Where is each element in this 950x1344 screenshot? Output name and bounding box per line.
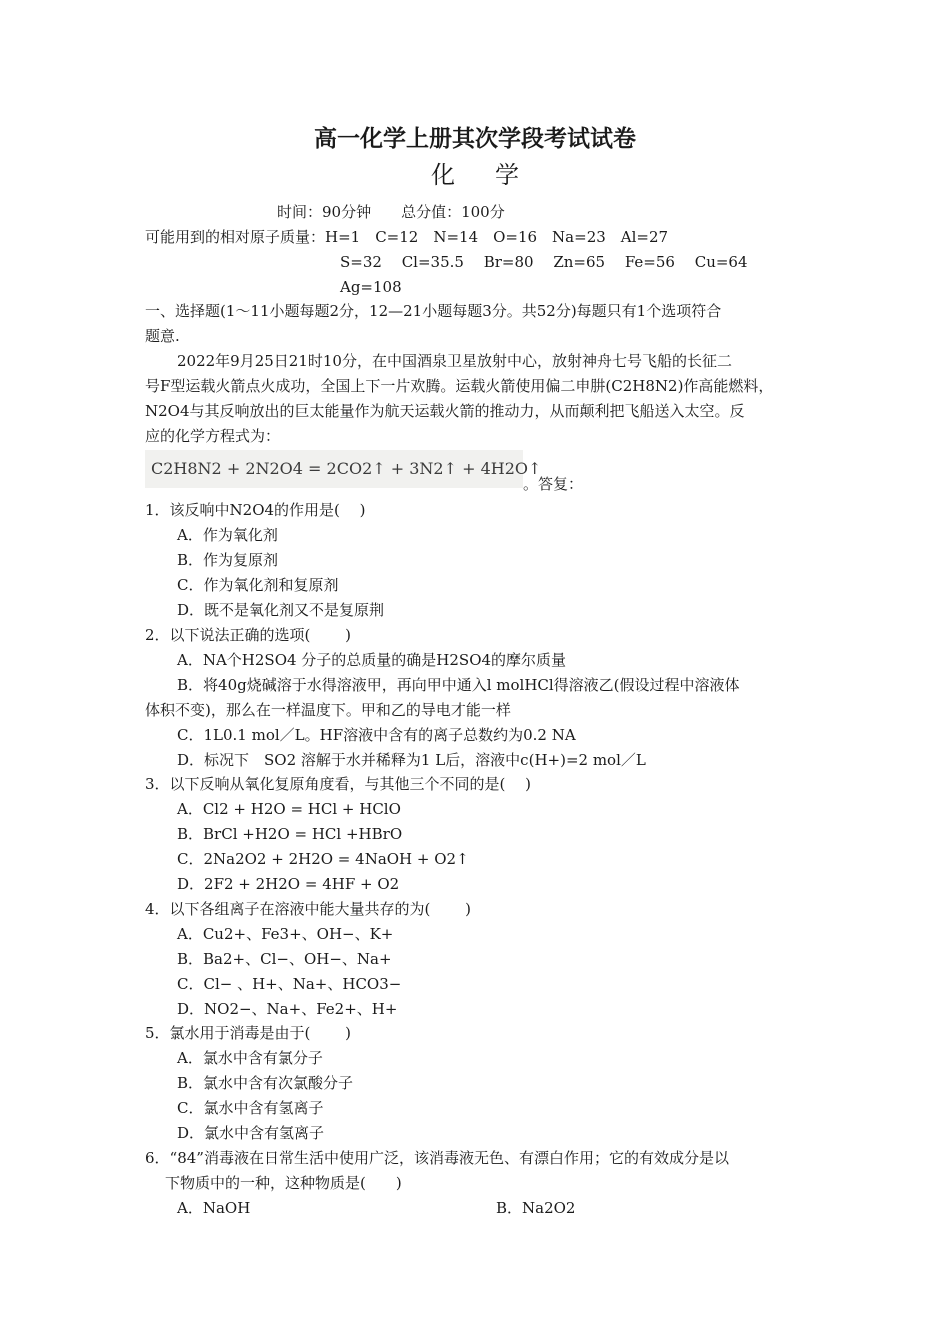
option: B．氯水中含有次氯酸分子 (177, 1074, 354, 1092)
passage-line: N2O4与其反响放出的巨太能量作为航天运载火箭的推动力，从而颠利把飞船送入太空。反 (145, 402, 745, 420)
page-title: 高一化学上册其次学段考试试卷 (314, 126, 636, 152)
option: B．Ba2+、Cl−、OH−、Na+ (177, 950, 392, 968)
atomic-mass-line-1: 可能用到的相对原子质量：H=1 C=12 N=14 O=16 Na=23 Al=27 (145, 228, 669, 246)
passage-line: 应的化学方程式为： (145, 427, 281, 445)
question-stem-cont: 下物质中的一种，这种物质是( ) (165, 1174, 402, 1192)
option: B．将40g烧碱溶于水得溶液甲，再向甲中通入l molHCl得溶液乙(假设过程中溶液体 (177, 676, 740, 694)
option: B．BrCl +H2O = HCl +HBrO (177, 825, 403, 843)
passage-after: 。答复： (523, 475, 584, 493)
option: A．Cu2+、Fe3+、OH−、K+ (177, 925, 394, 943)
passage-line: 号F型运载火箭点火成功，全国上下一片欢腾。运载火箭使用偏二申肼(C2H8N2)作高能燃料， (145, 377, 774, 395)
question-stem: 4．以下各组离子在溶液中能大量共存的为( ) (145, 900, 472, 918)
option: C．作为氧化剂和复原剂 (177, 576, 339, 594)
option: C．1L0.1 mol／L。HF溶液中含有的离子总数约为0.2 NA (177, 726, 576, 744)
option: A．NaOH (177, 1199, 251, 1217)
atomic-mass-line-3: Ag=108 (340, 278, 402, 296)
option: C．Cl− 、H+、Na+、HCO3− (177, 975, 402, 993)
question-stem: 2．以下说法正确的选项( ) (145, 626, 352, 644)
option: D．氯水中含有氢离子 (177, 1124, 325, 1142)
option: C．2Na2O2 + 2H2O = 4NaOH + O2↑ (177, 850, 469, 868)
option: B．Na2O2 (496, 1199, 576, 1217)
section-heading: 一、选择题(1～11小题每题2分，12—21小题每题3分。共52分)每题只有1个选项符合 (145, 302, 722, 320)
question-stem: 6．“84”消毒液在日常生活中使用广泛，该消毒液无色、有漂白作用；它的有效成分是以 (145, 1149, 729, 1167)
option: A．氯水中含有氯分子 (177, 1049, 323, 1067)
subject-heading: 化学 (431, 161, 559, 189)
question-stem: 5．氯水用于消毒是由于( ) (145, 1024, 352, 1042)
option: D．2F2 + 2H2O = 4HF + O2 (177, 875, 400, 893)
passage-line: 2022年9月25日21时10分，在中国酒泉卫星放射中心，放射神舟七号飞船的长征二 (177, 352, 732, 370)
atomic-mass-line-2: S=32 Cl=35.5 Br=80 Zn=65 Fe=56 Cu=64 (340, 253, 748, 271)
option: A．Cl2 + H2O = HCl + HClO (177, 800, 401, 818)
option: D．标况下 SO2 溶解于水并稀释为1 L后，溶液中c(H+)=2 mol／L (177, 751, 646, 769)
option: B．作为复原剂 (177, 551, 279, 569)
option: A．作为氧化剂 (177, 526, 278, 544)
question-stem: 3．以下反响从氧化复原角度看，与其他三个不同的是( ) (145, 775, 532, 793)
option: D．NO2−、Na+、Fe2+、H+ (177, 1000, 398, 1018)
option: A．NA个H2SO4 分子的总质量的确是H2SO4的摩尔质量 (177, 651, 567, 669)
question-stem: 1．该反响中N2O4的作用是( ) (145, 501, 366, 519)
option: 体积不变)，那么在一样温度下。甲和乙的导电才能一样 (145, 701, 511, 719)
section-heading-cont: 题意. (145, 327, 180, 345)
option: C．氯水中含有氢离子 (177, 1099, 324, 1117)
exam-info: 时间：90分钟 总分值：100分 (277, 203, 505, 221)
option: D．既不是氧化剂又不是复原荆 (177, 601, 385, 619)
chemical-equation: C2H8N2 + 2N2O4 = 2CO2↑ + 3N2↑ + 4H2O↑ (145, 450, 523, 488)
